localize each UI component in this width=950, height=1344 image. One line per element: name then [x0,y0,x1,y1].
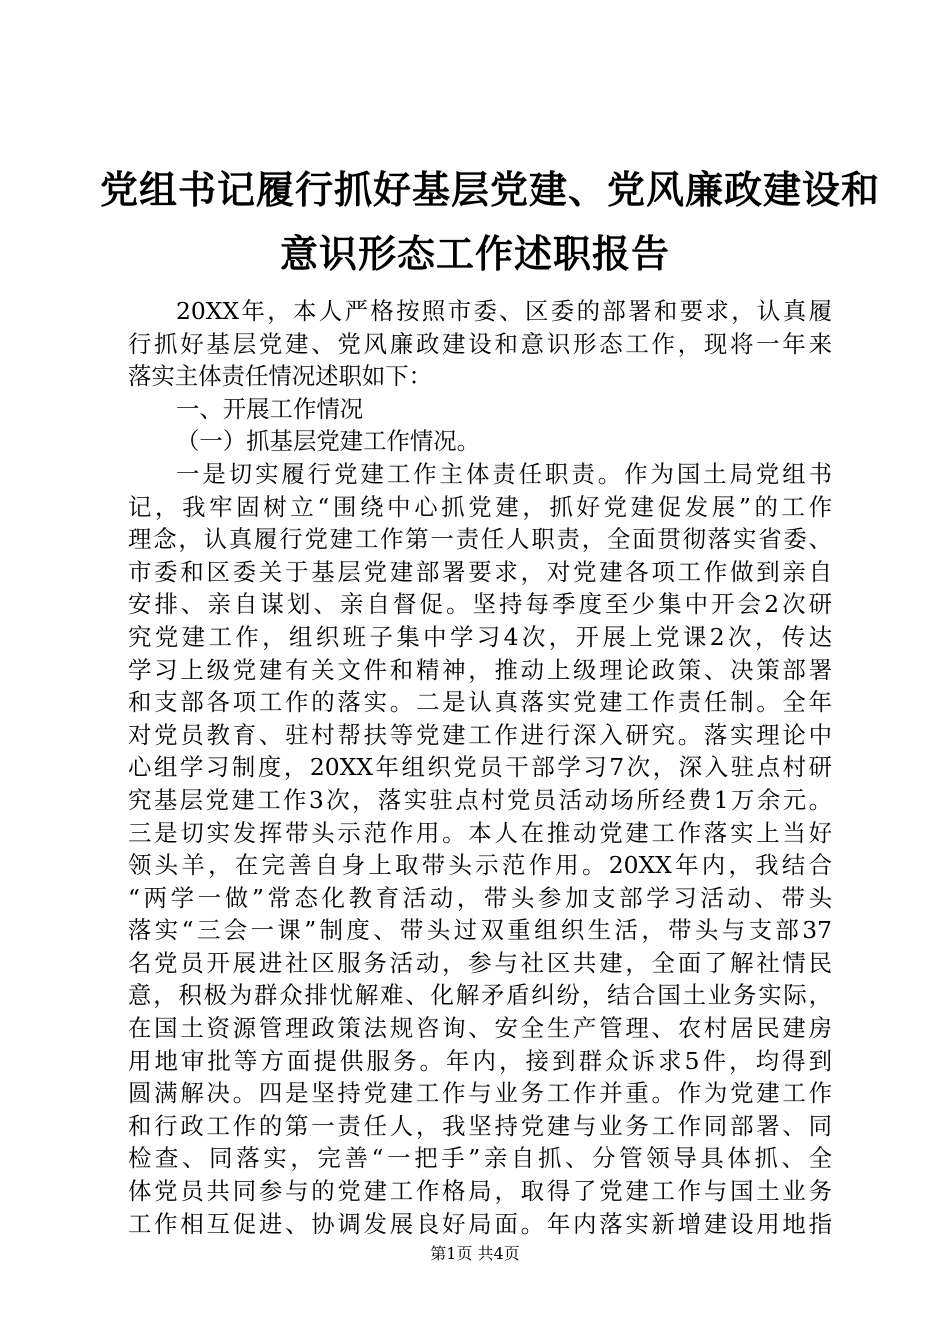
body-line: 三是切实发挥带头示范作用。本人在推动党建工作落实上当好 [128,818,832,847]
body-line: 20XX年，本人严格按照市委、区委的部署和要求，认真履 [176,297,832,325]
body-line: 意，积极为群众排忧解难、化解矛盾纠纷，结合国土业务实际， [128,981,832,1010]
body-line: 究基层党建工作3次，落实驻点村党员活动场所经费1万余元。 [128,785,832,814]
body-line: 一是切实履行党建工作主体责任职责。作为国土局党组书 [176,459,832,488]
page-footer: 第1页 共4页 [430,1244,520,1263]
body-line: 安排、亲自谋划、亲自督促。坚持每季度至少集中开会2次研 [128,590,832,619]
body-line: 在国土资源管理政策法规咨询、安全生产管理、农村居民建房 [128,1014,832,1043]
title-line-1: 党组书记履行抓好基层党建、党风廉政建设和 [100,168,881,212]
body-line: 体党员共同参与的党建工作格局，取得了党建工作与国土业务 [128,1177,832,1206]
body-line: 行抓好基层党建、党风廉政建设和意识形态工作，现将一年来 [128,329,832,358]
body-line: 和行政工作的第一责任人，我坚持党建与业务工作同部署、同 [128,1111,832,1140]
title-line-2: 意识形态工作述职报告 [279,232,670,276]
body-line: 学习上级党建有关文件和精神，推动上级理论政策、决策部署 [128,655,832,684]
body-line: 检查、同落实，完善“一把手”亲自抓、分管领导具体抓、全 [128,1144,832,1173]
section-heading: 一、开展工作情况 [176,394,364,423]
body-line: 究党建工作，组织班子集中学习4次，开展上党课2次，传达 [128,622,832,651]
body-line: 领头羊，在完善自身上取带头示范作用。20XX年内，我结合 [128,851,832,880]
subsection-heading: （一）抓基层党建工作情况。 [176,427,481,456]
body-line: 工作相互促进、协调发展良好局面。年内落实新增建设用地指 [128,1209,832,1238]
body-line: “两学一做”常态化教育活动，带头参加支部学习活动、带头 [128,883,832,912]
document-title [100,158,881,286]
body-line: 记，我牢固树立“围绕中心抓党建，抓好党建促发展”的工作 [128,492,832,521]
body-line: 市委和区委关于基层党建部署要求，对党建各项工作做到亲自 [128,557,832,586]
body-line: 落实主体责任情况述职如下： [128,362,433,391]
body-line: 和支部各项工作的落实。二是认真落实党建工作责任制。全年 [128,688,832,717]
document-body [128,295,832,1240]
body-line: 对党员教育、驻村帮扶等党建工作进行深入研究。落实理论中 [128,720,832,749]
body-line: 落实“三会一课”制度、带头过双重组织生活，带头与支部37 [128,916,832,945]
body-line: 心组学习制度，20XX年组织党员干部学习7次，深入驻点村研 [128,753,832,782]
body-line: 圆满解决。四是坚持党建工作与业务工作并重。作为党建工作 [128,1079,832,1108]
body-line: 理念，认真履行党建工作第一责任人职责，全面贯彻落实省委、 [128,525,832,554]
body-line: 名党员开展进社区服务活动，参与社区共建，全面了解社情民 [128,948,832,977]
body-line: 用地审批等方面提供服务。年内，接到群众诉求5件，均得到 [128,1046,832,1075]
